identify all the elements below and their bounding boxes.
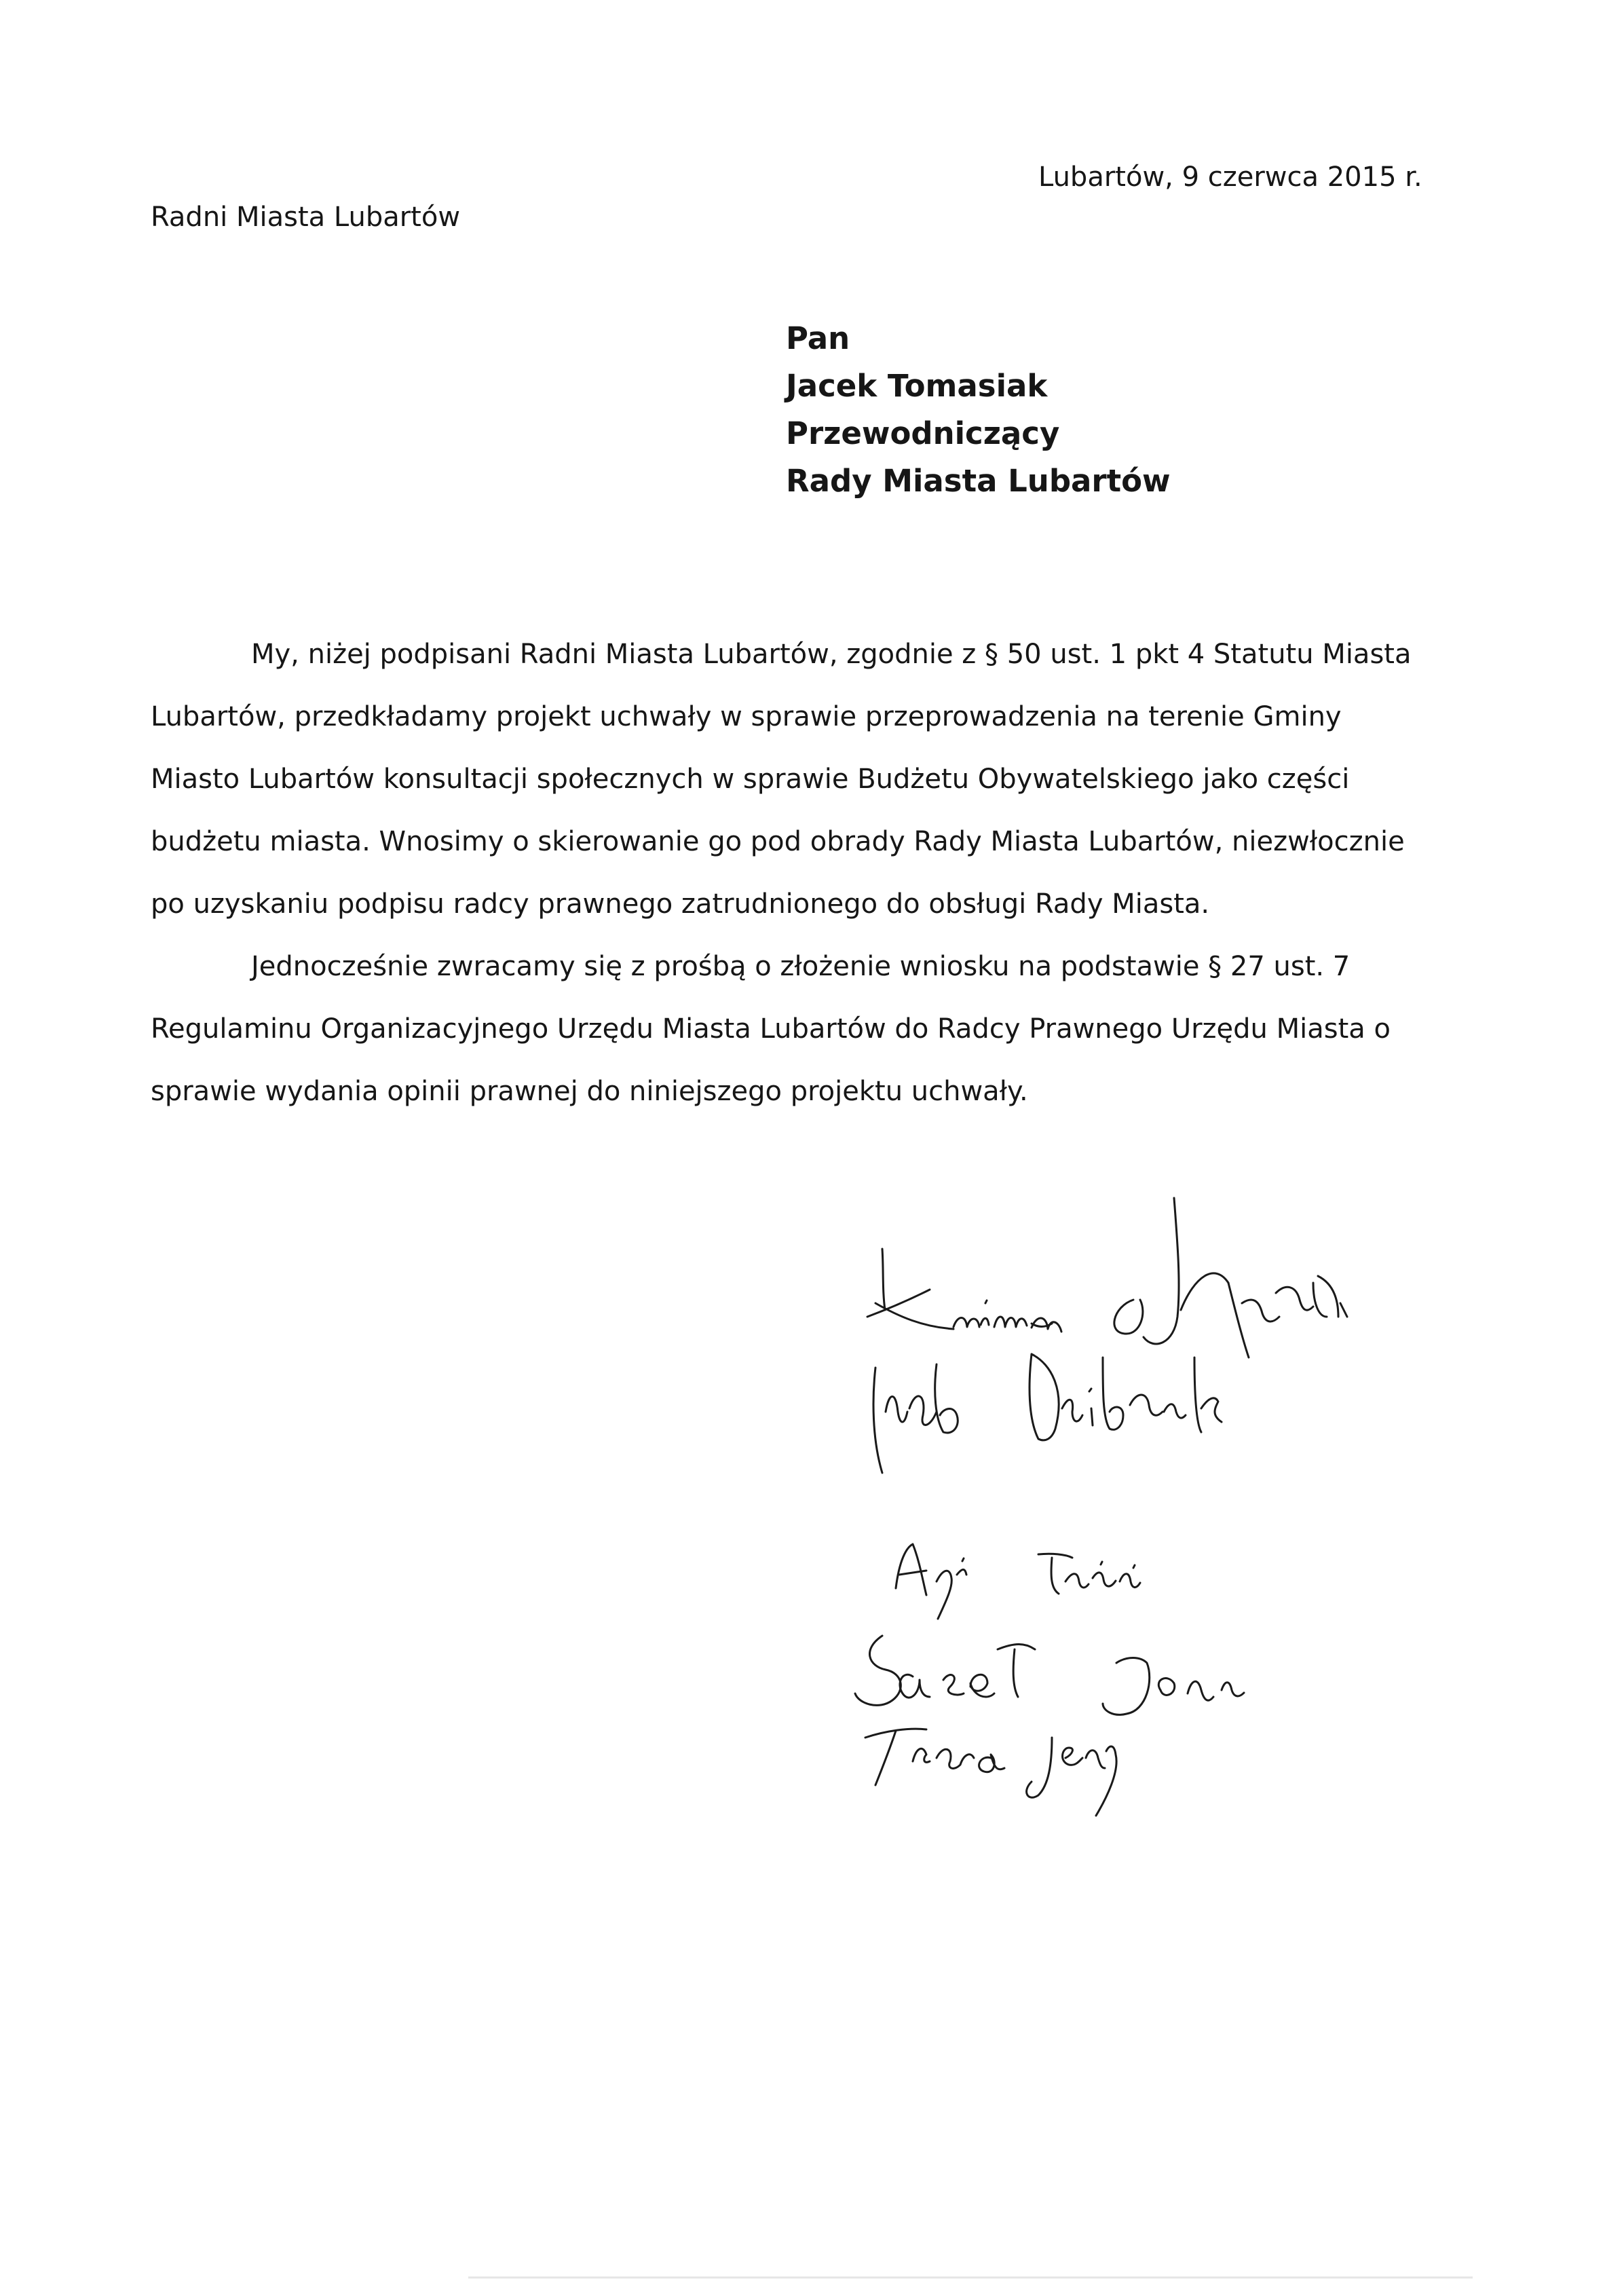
body-line: Regulaminu Organizacyjnego Urzędu Miasta Lubartów do Radcy Prawnego Urzędu Miasta o [151, 1013, 1391, 1045]
letter-date: Lubartów, 9 czerwca 2015 r. [1038, 162, 1422, 193]
body-line: Jednocześnie zwracamy się z prośbą o złożenie wniosku na podstawie § 27 ust. 7 [251, 951, 1351, 982]
signature-1 [867, 1198, 1347, 1357]
addressee-organization: Rady Miasta Lubartów [786, 463, 1171, 499]
letter-body [151, 623, 1454, 1123]
body-line: sprawie wydania opinii prawnej do niniejszego projektu uchwały. [151, 1076, 1028, 1107]
scan-marks-drawing [468, 2275, 1473, 2281]
paragraph-request [151, 623, 1454, 935]
addressee-name: Jacek Tomasiak [786, 368, 1048, 404]
body-line: Lubartów, przedkładamy projekt uchwały w sprawie przeprowadzenia na terenie Gminy [151, 701, 1342, 732]
handwritten-signatures [835, 1174, 1527, 1826]
addressee-salutation: Pan [786, 320, 850, 356]
sender-name: Radni Miasta Lubartów [151, 202, 461, 233]
signature-4 [855, 1636, 1244, 1714]
signature-3 [896, 1544, 1140, 1619]
body-line: po uzyskaniu podpisu radcy prawnego zatrudnionego do obsługi Rady Miasta. [151, 888, 1210, 920]
body-line: Miasto Lubartów konsultacji społecznych w sprawie Budżetu Obywatelskiego jako części [151, 764, 1350, 795]
addressee-title: Przewodniczący [786, 415, 1060, 451]
body-line: My, niżej podpisani Radni Miasta Lubartów, zgodnie z § 50 ust. 1 pkt 4 Statutu Miasta [251, 639, 1412, 670]
signature-5 [865, 1729, 1116, 1816]
scan-edge-marks [468, 2270, 1473, 2276]
body-line: budżetu miasta. Wnosimy o skierowanie go pod obrady Rady Miasta Lubartów, niezwłocznie [151, 826, 1405, 857]
addressee-block [786, 315, 1171, 505]
paragraph-legal-opinion [151, 935, 1454, 1123]
signature-2 [873, 1354, 1222, 1473]
signatures-drawing [835, 1174, 1527, 1826]
